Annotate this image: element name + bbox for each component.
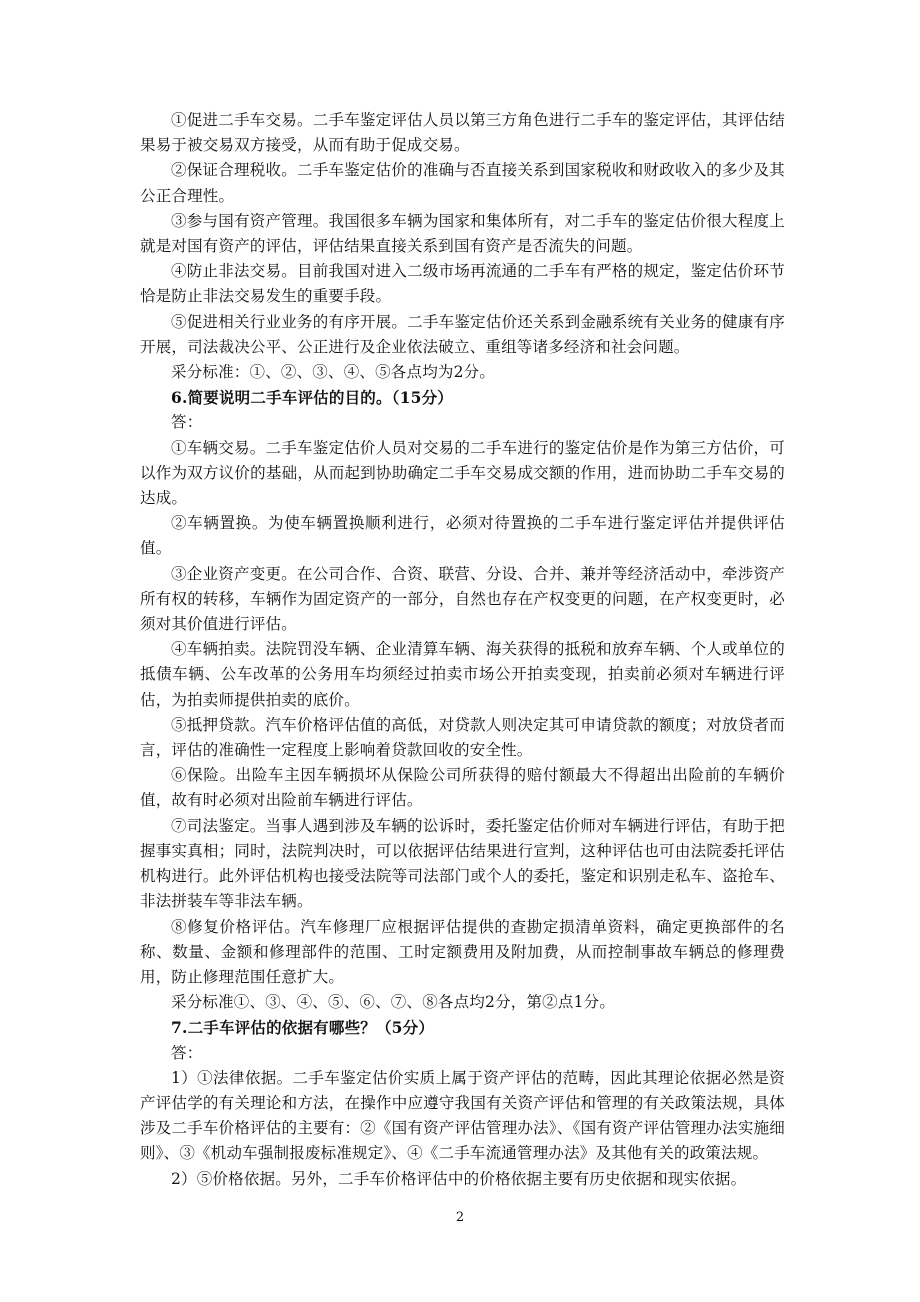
paragraph: ③企业资产变更。在公司合作、合资、联营、分设、合并、兼并等经济活动中，牵涉资产所有权的转移，车辆作为固定资产的一部分，自然也存在产权变更的问题，在产权变更时，必须对其价值进行评估。 xyxy=(140,564,785,634)
scoring-criteria: 采分标准①、③、④、⑤、⑥、⑦、⑧各点均2分，第②点1分。 xyxy=(171,993,616,1012)
paragraph: ②保证合理税收。二手车鉴定估价的准确与否直接关系到国家税收和财政收入的多少及其公正合理性。 xyxy=(140,161,785,205)
paragraph: 1）①法律依据。二手车鉴定估价实质上属于资产评估的范畴，因此其理论依据必然是资产评估学的有关理论和方法，在操作中应遵守我国有关资产评估和管理的有关政策法规，具体涉及二手车价格评估的主要有：②《国有资产评估管理办法》、《国有资产评估管理办法实施细则》、③《机动车强制报废标准规定》、④《二手车流通管理办法》及其他有关的政策法规。 xyxy=(140,1068,785,1163)
page-number: 2 xyxy=(455,1210,465,1225)
paragraph: ①车辆交易。二手车鉴定估价人员对交易的二手车进行的鉴定估价是作为第三方估价，可以作为双方议价的基础，从而起到协助确定二手车交易成交额的作用，进而协助二手车交易的达成。 xyxy=(140,438,785,508)
paragraph: ④防止非法交易。目前我国对进入二级市场再流通的二手车有严格的规定，鉴定估价环节恰是防止非法交易发生的重要手段。 xyxy=(140,262,785,306)
paragraph: ⑤促进相关行业业务的有序开展。二手车鉴定估价还关系到金融系统有关业务的健康有序开展，司法裁决公平、公正进行及企业依法破立、重组等诸多经济和社会问题。 xyxy=(140,312,785,356)
answer-label: 答： xyxy=(171,413,203,432)
answer-label: 答： xyxy=(171,1043,203,1062)
paragraph: ③参与国有资产管理。我国很多车辆为国家和集体所有，对二手车的鉴定估价很大程度上就是对国有资产的评估，评估结果直接关系到国有资产是否流失的问题。 xyxy=(140,211,785,256)
paragraph: ①促进二手车交易。二手车鉴定评估人员以第三方角色进行二手车的鉴定评估，其评估结果易于被交易双方接受，从而有助于促成交易。 xyxy=(140,111,785,155)
paragraph: ④车辆拍卖。法院罚没车辆、企业清算车辆、海关获得的抵税和放弃车辆、个人或单位的抵债车辆、公车改革的公务用车均须经过拍卖市场公开拍卖变现，拍卖前必须对车辆进行评估，为拍卖师提供拍卖的底价。 xyxy=(140,640,785,709)
paragraph: ⑦司法鉴定。当事人遇到涉及车辆的讼诉时，委托鉴定估价师对车辆进行评估，有助于把握事实真相；同时，法院判决时，可以依据评估结果进行宣判，这种评估也可由法院委托评估机构进行。此外评估机构也接受法院等司法部门或个人的委托，鉴定和识别走私车、盗抢车、非法拼装车等非法车辆。 xyxy=(140,816,785,911)
document-body xyxy=(140,108,785,1192)
paragraph: ②车辆置换。为使车辆置换顺利进行，必须对待置换的二手车进行鉴定评估并提供评估值。 xyxy=(140,514,785,558)
paragraph: ⑥保险。出险车主因车辆损坏从保险公司所获得的赔付额最大不得超出出险前的车辆价值，故有时必须对出险前车辆进行评估。 xyxy=(140,766,785,810)
question-heading: 6.简要说明二手车评估的目的。（15分） xyxy=(171,388,454,408)
paragraph: 2）⑤价格依据。另外，二手车价格评估中的价格依据主要有历史依据和现实依据。 xyxy=(171,1169,747,1188)
paragraph: ⑤抵押贷款。汽车价格评估值的高低，对贷款人则决定其可申请贷款的额度；对放贷者而言，评估的准确性一定程度上影响着贷款回收的安全性。 xyxy=(140,715,785,760)
scoring-criteria: 采分标准：①、②、③、④、⑤各点均为2分。 xyxy=(171,363,496,382)
question-heading: 7.二手车评估的依据有哪些？（5分） xyxy=(171,1018,435,1038)
paragraph: ⑧修复价格评估。汽车修理厂应根据评估提供的查勘定损清单资料，确定更换部件的名称、数量、金额和修理部件的范围、工时定额费用及附加费，从而控制事故车辆总的修理费用，防止修理范围任意扩大。 xyxy=(140,917,785,986)
